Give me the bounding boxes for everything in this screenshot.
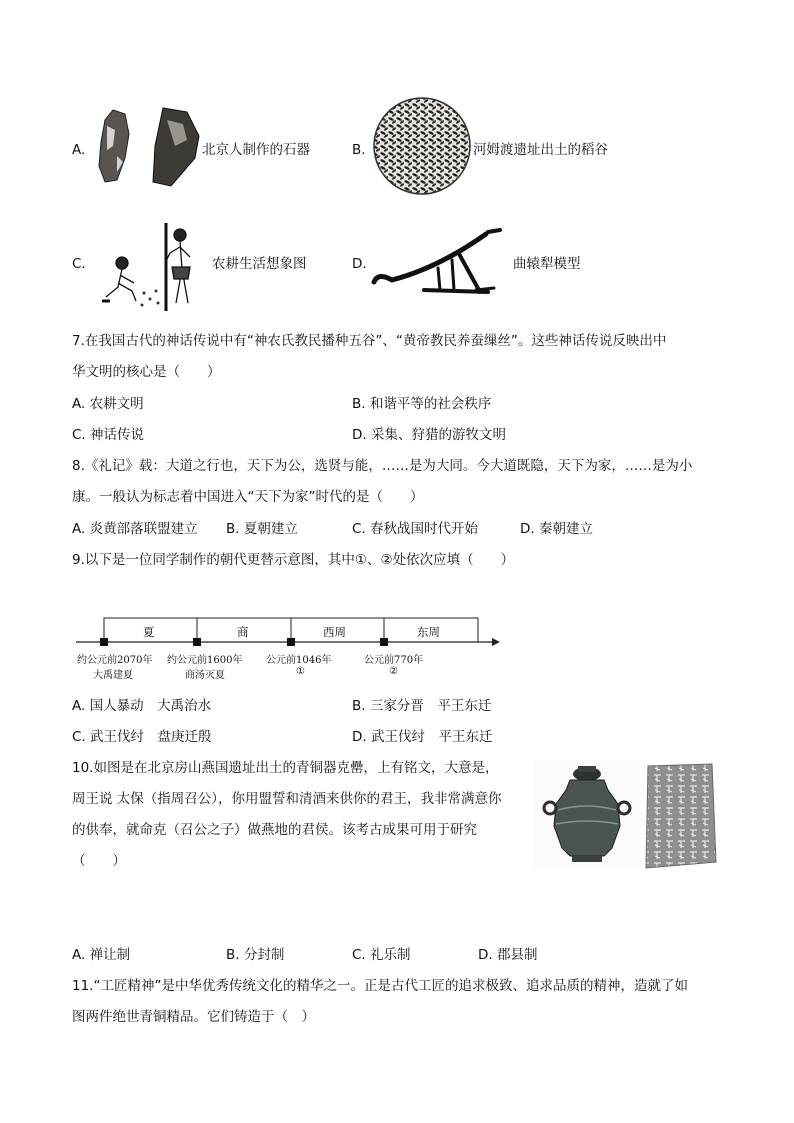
farming-life-image — [92, 217, 214, 313]
q8-option-a[interactable]: A. 炎黄部落联盟建立 — [72, 521, 198, 537]
option-b-caption: 河姆渡遗址出土的稻谷 — [473, 142, 608, 158]
q7-option-c[interactable]: C. 神话传说 — [72, 427, 145, 443]
dynasty-eastern-zhou: 东周 — [417, 625, 440, 639]
dynasty-xia: 夏 — [143, 625, 155, 639]
option-d-caption: 曲辕犁模型 — [513, 256, 581, 272]
timeline-event-2: 商汤灭夏 — [185, 670, 225, 681]
q9-option-d[interactable]: D. 武王伐纣 平王东迁 — [352, 729, 493, 745]
q9-stem: 9.以下是一位同学制作的朝代更替示意图，其中①、②处依次应填（ ） — [72, 552, 515, 568]
q10-stem-line3: 的供奉，就命克（召公之子）做燕地的君侯。该考古成果可用于研究 — [72, 822, 477, 838]
q8-option-d[interactable]: D. 秦朝建立 — [520, 521, 593, 537]
stone-tools-image — [95, 106, 205, 186]
q11-stem-line1: 11.“工匠精神”是中华优秀传统文化的精华之一。正是古代工匠的追求极致、追求品质的精神，造就了如 — [72, 978, 688, 994]
dynasty-western-zhou: 西周 — [323, 625, 346, 639]
q9-option-a[interactable]: A. 国人暴动 大禹治水 — [72, 698, 212, 714]
q10-option-a[interactable]: A. 禅让制 — [72, 947, 131, 963]
option-b-letter: B. — [352, 142, 366, 158]
option-d-letter: D. — [352, 256, 367, 272]
option-c-caption: 农耕生活想象图 — [212, 256, 307, 272]
timeline-event-1: 大禹建夏 — [93, 670, 133, 681]
q7-option-a[interactable]: A. 农耕文明 — [72, 396, 144, 412]
option-a-letter: A. — [72, 142, 86, 158]
q8-option-c[interactable]: C. 春秋战国时代开始 — [352, 521, 479, 537]
q7-stem-line2: 华文明的核心是（ ） — [72, 364, 221, 380]
rice-grains-image — [372, 96, 472, 196]
curved-plow-image — [368, 228, 508, 298]
timeline-blank-2: ② — [389, 666, 398, 677]
q7-option-b[interactable]: B. 和谐平等的社会秩序 — [352, 396, 492, 412]
timeline-date-1: 约公元前2070年 — [77, 655, 153, 666]
q10-stem-line2: 周王说 太保（指周召公），你用盟誓和清酒来供你的君王，我非常满意你 — [72, 791, 502, 807]
timeline-date-2: 约公元前1600年 — [167, 655, 243, 666]
q7-stem-line1: 7.在我国古代的神话传说中有“神农氏教民播种五谷”、“黄帝教民养蚕缫丝”。这些神话传说反映出中 — [72, 333, 667, 349]
q7-option-d[interactable]: D. 采集、狩猎的游牧文明 — [352, 427, 506, 443]
q10-option-c[interactable]: C. 礼乐制 — [352, 947, 411, 963]
q8-stem-line2: 康。一般认为标志着中国进入“天下为家”时代的是（ ） — [72, 489, 424, 505]
q10-option-d[interactable]: D. 郡县制 — [478, 947, 538, 963]
bronze-lei-vessel-image — [534, 760, 640, 868]
timeline-blank-1: ① — [296, 666, 305, 677]
q11-stem-line2: 图两件绝世青铜精品。它们铸造于（ ） — [72, 1009, 315, 1025]
timeline-date-4: 公元前770年 — [364, 655, 424, 666]
q9-option-c[interactable]: C. 武王伐纣 盘庚迁殷 — [72, 729, 212, 745]
option-a-caption: 北京人制作的石器 — [202, 142, 310, 158]
q8-stem-line1: 8.《礼记》载：大道之行也，天下为公，选贤与能，……是为大同。今大道既隐，天下为家，……是为小 — [72, 458, 693, 474]
q10-stem-line4: （ ） — [72, 853, 126, 869]
q9-option-b[interactable]: B. 三家分晋 平王东迁 — [352, 698, 492, 714]
inscription-rubbing-image — [640, 762, 720, 872]
q10-option-b[interactable]: B. 分封制 — [226, 947, 285, 963]
q8-option-b[interactable]: B. 夏朝建立 — [226, 521, 298, 537]
timeline-date-3: 公元前1046年 — [266, 655, 332, 666]
q10-stem-line1: 10.如图是在北京房山燕国遗址出土的青铜器克罍，上有铭文，大意是， — [72, 760, 499, 776]
option-c-letter: C. — [72, 256, 86, 272]
dynasty-shang: 商 — [237, 625, 249, 639]
